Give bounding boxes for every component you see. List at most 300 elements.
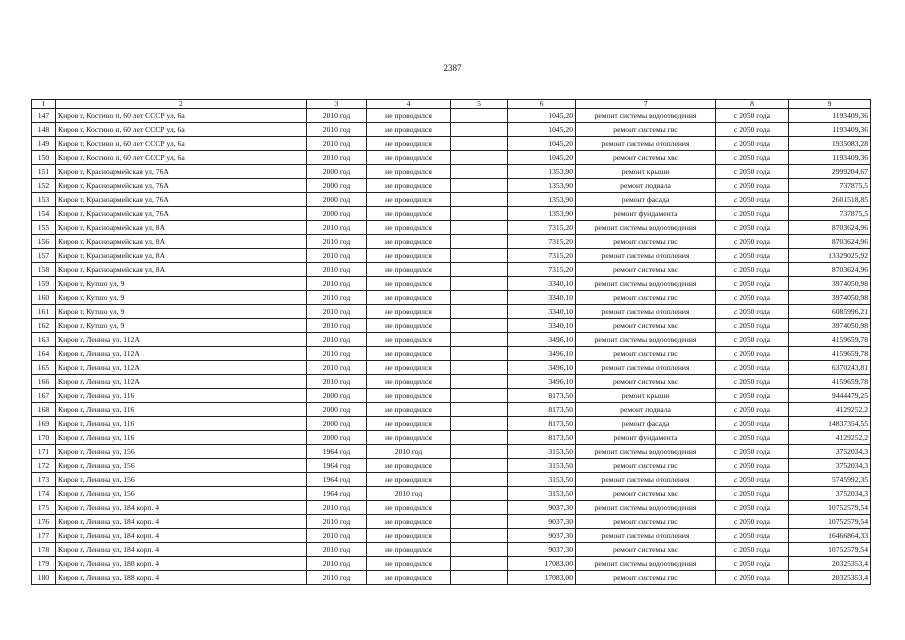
row-number: 158 (32, 263, 56, 277)
empty-cell (451, 515, 508, 529)
build-year-cell: 2000 год (307, 403, 367, 417)
build-year-cell: 1964 год (307, 487, 367, 501)
last-repair-cell: не проводился (367, 459, 451, 473)
deadline-cell: с 2050 года (716, 543, 789, 557)
table-row (32, 515, 871, 529)
work-type-cell: ремонт системы отопления (576, 249, 716, 263)
table-body (32, 100, 871, 585)
area-cell: 3496,10 (508, 361, 576, 375)
address-cell: Киров г, Костино п, 60 лет СССР ул, 6а (56, 123, 307, 137)
table-row (32, 487, 871, 501)
deadline-cell: с 2050 года (716, 123, 789, 137)
area-cell: 1045,20 (508, 123, 576, 137)
row-number: 179 (32, 557, 56, 571)
build-year-cell: 2010 год (307, 277, 367, 291)
cost-cell: 16466864,33 (789, 529, 871, 543)
deadline-cell: с 2050 года (716, 109, 789, 123)
last-repair-cell: не проводился (367, 557, 451, 571)
area-cell: 3340,10 (508, 319, 576, 333)
empty-cell (451, 277, 508, 291)
work-type-cell: ремонт системы хвс (576, 263, 716, 277)
area-cell: 3153,50 (508, 473, 576, 487)
table-row (32, 543, 871, 557)
area-cell: 1353,90 (508, 207, 576, 221)
area-cell: 1353,90 (508, 165, 576, 179)
work-type-cell: ремонт системы отопления (576, 305, 716, 319)
area-cell: 17083,00 (508, 571, 576, 585)
address-cell: Киров г, Ленина ул, 188 корп. 4 (56, 571, 307, 585)
build-year-cell: 2010 год (307, 375, 367, 389)
cost-cell: 9444479,25 (789, 389, 871, 403)
column-header: 4 (367, 100, 451, 109)
work-type-cell: ремонт подвала (576, 179, 716, 193)
build-year-cell: 2010 год (307, 123, 367, 137)
last-repair-cell: не проводился (367, 515, 451, 529)
cost-cell: 1193409,36 (789, 109, 871, 123)
work-type-cell: ремонт системы отопления (576, 473, 716, 487)
repair-schedule-table (31, 99, 871, 585)
area-cell: 9037,30 (508, 501, 576, 515)
deadline-cell: с 2050 года (716, 165, 789, 179)
empty-cell (451, 571, 508, 585)
cost-cell: 4129252,2 (789, 403, 871, 417)
deadline-cell: с 2050 года (716, 529, 789, 543)
cost-cell: 737875,5 (789, 179, 871, 193)
work-type-cell: ремонт системы хвс (576, 375, 716, 389)
deadline-cell: с 2050 года (716, 305, 789, 319)
work-type-cell: ремонт системы отопления (576, 361, 716, 375)
last-repair-cell: не проводился (367, 221, 451, 235)
table-row (32, 193, 871, 207)
row-number: 174 (32, 487, 56, 501)
empty-cell (451, 473, 508, 487)
empty-cell (451, 361, 508, 375)
row-number: 154 (32, 207, 56, 221)
row-number: 165 (32, 361, 56, 375)
cost-cell: 3752034,3 (789, 445, 871, 459)
deadline-cell: с 2050 года (716, 501, 789, 515)
last-repair-cell: не проводился (367, 543, 451, 557)
area-cell: 7315,20 (508, 221, 576, 235)
empty-cell (451, 347, 508, 361)
cost-cell: 10752579,54 (789, 515, 871, 529)
column-header: 9 (789, 100, 871, 109)
work-type-cell: ремонт системы гвс (576, 235, 716, 249)
cost-cell: 3752034,3 (789, 487, 871, 501)
empty-cell (451, 389, 508, 403)
deadline-cell: с 2050 года (716, 403, 789, 417)
address-cell: Киров г, Красноармейская ул, 8А (56, 235, 307, 249)
row-number: 167 (32, 389, 56, 403)
last-repair-cell: не проводился (367, 291, 451, 305)
area-cell: 3496,10 (508, 333, 576, 347)
row-number: 176 (32, 515, 56, 529)
build-year-cell: 2000 год (307, 207, 367, 221)
address-cell: Киров г, Костино п, 60 лет СССР ул, 6а (56, 109, 307, 123)
page-number: 2387 (443, 63, 462, 73)
last-repair-cell: 2010 год (367, 487, 451, 501)
address-cell: Киров г, Костино п, 60 лет СССР ул, 6а (56, 137, 307, 151)
deadline-cell: с 2050 года (716, 319, 789, 333)
address-cell: Киров г, Красноармейская ул, 8А (56, 249, 307, 263)
area-cell: 3340,10 (508, 291, 576, 305)
cost-cell: 6085996,21 (789, 305, 871, 319)
build-year-cell: 2010 год (307, 151, 367, 165)
cost-cell: 3974050,98 (789, 291, 871, 305)
work-type-cell: ремонт системы водоотведения (576, 109, 716, 123)
empty-cell (451, 221, 508, 235)
last-repair-cell: не проводился (367, 361, 451, 375)
cost-cell: 20325353,4 (789, 557, 871, 571)
row-number: 166 (32, 375, 56, 389)
deadline-cell: с 2050 года (716, 263, 789, 277)
row-number: 178 (32, 543, 56, 557)
address-cell: Киров г, Ленина ул, 112А (56, 375, 307, 389)
build-year-cell: 2000 год (307, 417, 367, 431)
empty-cell (451, 123, 508, 137)
cost-cell: 5745992,35 (789, 473, 871, 487)
address-cell: Киров г, Ленина ул, 184 корп. 4 (56, 501, 307, 515)
cost-cell: 737875,5 (789, 207, 871, 221)
address-cell: Киров г, Красноармейская ул, 8А (56, 263, 307, 277)
address-cell: Киров г, Кутшо ул, 9 (56, 291, 307, 305)
area-cell: 1045,20 (508, 151, 576, 165)
table-row (32, 571, 871, 585)
work-type-cell: ремонт системы гвс (576, 459, 716, 473)
table-row (32, 137, 871, 151)
empty-cell (451, 291, 508, 305)
cost-cell: 4159659,78 (789, 333, 871, 347)
build-year-cell: 2010 год (307, 501, 367, 515)
deadline-cell: с 2050 года (716, 557, 789, 571)
table-row (32, 375, 871, 389)
table-row (32, 557, 871, 571)
column-header: 1 (32, 100, 56, 109)
build-year-cell: 2010 год (307, 333, 367, 347)
build-year-cell: 2010 год (307, 347, 367, 361)
build-year-cell: 2010 год (307, 249, 367, 263)
address-cell: Киров г, Красноармейская ул, 8А (56, 221, 307, 235)
build-year-cell: 2010 год (307, 515, 367, 529)
build-year-cell: 2010 год (307, 319, 367, 333)
last-repair-cell: не проводился (367, 263, 451, 277)
work-type-cell: ремонт системы водоотведения (576, 333, 716, 347)
empty-cell (451, 151, 508, 165)
empty-cell (451, 333, 508, 347)
build-year-cell: 2010 год (307, 137, 367, 151)
empty-cell (451, 319, 508, 333)
work-type-cell: ремонт системы гвс (576, 291, 716, 305)
work-type-cell: ремонт системы хвс (576, 319, 716, 333)
deadline-cell: с 2050 года (716, 361, 789, 375)
empty-cell (451, 375, 508, 389)
row-number: 157 (32, 249, 56, 263)
table-row (32, 445, 871, 459)
cost-cell: 4159659,78 (789, 375, 871, 389)
empty-cell (451, 207, 508, 221)
area-cell: 3153,50 (508, 459, 576, 473)
last-repair-cell: не проводился (367, 319, 451, 333)
table-row (32, 123, 871, 137)
row-number: 147 (32, 109, 56, 123)
row-number: 148 (32, 123, 56, 137)
build-year-cell: 2010 год (307, 263, 367, 277)
address-cell: Киров г, Кутшо ул, 9 (56, 305, 307, 319)
last-repair-cell: не проводился (367, 109, 451, 123)
table-row (32, 347, 871, 361)
last-repair-cell: не проводился (367, 165, 451, 179)
table-row (32, 277, 871, 291)
last-repair-cell: не проводился (367, 431, 451, 445)
cost-cell: 13329025,92 (789, 249, 871, 263)
cost-cell: 8703624,96 (789, 235, 871, 249)
deadline-cell: с 2050 года (716, 179, 789, 193)
work-type-cell: ремонт системы водоотведения (576, 277, 716, 291)
empty-cell (451, 193, 508, 207)
deadline-cell: с 2050 года (716, 417, 789, 431)
row-number: 162 (32, 319, 56, 333)
last-repair-cell: не проводился (367, 389, 451, 403)
table-row (32, 431, 871, 445)
empty-cell (451, 165, 508, 179)
work-type-cell: ремонт системы водоотведения (576, 557, 716, 571)
area-cell: 3340,10 (508, 277, 576, 291)
row-number: 161 (32, 305, 56, 319)
address-cell: Киров г, Ленина ул, 112А (56, 347, 307, 361)
empty-cell (451, 137, 508, 151)
work-type-cell: ремонт системы водоотведения (576, 445, 716, 459)
address-cell: Киров г, Ленина ул, 156 (56, 459, 307, 473)
table-row (32, 501, 871, 515)
address-cell: Киров г, Ленина ул, 156 (56, 473, 307, 487)
row-number: 156 (32, 235, 56, 249)
address-cell: Киров г, Ленина ул, 184 корп. 4 (56, 529, 307, 543)
deadline-cell: с 2050 года (716, 389, 789, 403)
row-number: 150 (32, 151, 56, 165)
build-year-cell: 2010 год (307, 543, 367, 557)
cost-cell: 10752579,54 (789, 501, 871, 515)
work-type-cell: ремонт системы водоотведения (576, 501, 716, 515)
build-year-cell: 2010 год (307, 571, 367, 585)
cost-cell: 3974050,98 (789, 319, 871, 333)
table-row (32, 151, 871, 165)
work-type-cell: ремонт системы хвс (576, 543, 716, 557)
build-year-cell: 2010 год (307, 557, 367, 571)
cost-cell: 4159659,78 (789, 347, 871, 361)
build-year-cell: 1964 год (307, 445, 367, 459)
cost-cell: 3974050,98 (789, 277, 871, 291)
table-row (32, 235, 871, 249)
build-year-cell: 1964 год (307, 473, 367, 487)
deadline-cell: с 2050 года (716, 487, 789, 501)
cost-cell: 20325353,4 (789, 571, 871, 585)
row-number: 153 (32, 193, 56, 207)
deadline-cell: с 2050 года (716, 207, 789, 221)
area-cell: 3496,10 (508, 347, 576, 361)
deadline-cell: с 2050 года (716, 515, 789, 529)
address-cell: Киров г, Ленина ул, 112А (56, 333, 307, 347)
address-cell: Киров г, Красноармейская ул, 76А (56, 193, 307, 207)
row-number: 175 (32, 501, 56, 515)
cost-cell: 6370243,81 (789, 361, 871, 375)
row-number: 164 (32, 347, 56, 361)
column-header: 6 (508, 100, 576, 109)
table-row (32, 459, 871, 473)
work-type-cell: ремонт крыши (576, 165, 716, 179)
address-cell: Киров г, Ленина ул, 156 (56, 487, 307, 501)
deadline-cell: с 2050 года (716, 347, 789, 361)
table-row (32, 473, 871, 487)
build-year-cell: 2000 год (307, 389, 367, 403)
deadline-cell: с 2050 года (716, 277, 789, 291)
area-cell: 8173,50 (508, 403, 576, 417)
address-cell: Киров г, Ленина ул, 116 (56, 417, 307, 431)
deadline-cell: с 2050 года (716, 193, 789, 207)
empty-cell (451, 431, 508, 445)
empty-cell (451, 235, 508, 249)
last-repair-cell: не проводился (367, 403, 451, 417)
empty-cell (451, 445, 508, 459)
last-repair-cell: не проводился (367, 151, 451, 165)
last-repair-cell: не проводился (367, 375, 451, 389)
area-cell: 9037,30 (508, 543, 576, 557)
table-row (32, 389, 871, 403)
table-row (32, 417, 871, 431)
build-year-cell: 2010 год (307, 235, 367, 249)
area-cell: 8173,50 (508, 417, 576, 431)
address-cell: Киров г, Красноармейская ул, 76А (56, 179, 307, 193)
cost-cell: 1193409,36 (789, 123, 871, 137)
work-type-cell: ремонт системы гвс (576, 123, 716, 137)
empty-cell (451, 109, 508, 123)
address-cell: Киров г, Ленина ул, 116 (56, 403, 307, 417)
row-number: 160 (32, 291, 56, 305)
area-cell: 1045,20 (508, 109, 576, 123)
address-cell: Киров г, Кутшо ул, 9 (56, 319, 307, 333)
table-row (32, 221, 871, 235)
row-number: 163 (32, 333, 56, 347)
address-cell: Киров г, Кутшо ул, 9 (56, 277, 307, 291)
deadline-cell: с 2050 года (716, 459, 789, 473)
table-row (32, 403, 871, 417)
last-repair-cell: не проводился (367, 179, 451, 193)
row-number: 159 (32, 277, 56, 291)
address-cell: Киров г, Костино п, 60 лет СССР ул, 6а (56, 151, 307, 165)
area-cell: 7315,20 (508, 235, 576, 249)
work-type-cell: ремонт системы отопления (576, 137, 716, 151)
deadline-cell: с 2050 года (716, 137, 789, 151)
table-row (32, 165, 871, 179)
last-repair-cell: не проводился (367, 571, 451, 585)
cost-cell: 8703624,96 (789, 221, 871, 235)
empty-cell (451, 529, 508, 543)
build-year-cell: 2000 год (307, 431, 367, 445)
deadline-cell: с 2050 года (716, 291, 789, 305)
table-header-row (32, 100, 871, 109)
empty-cell (451, 263, 508, 277)
row-number: 168 (32, 403, 56, 417)
area-cell: 1353,90 (508, 179, 576, 193)
column-header: 3 (307, 100, 367, 109)
build-year-cell: 2010 год (307, 361, 367, 375)
empty-cell (451, 249, 508, 263)
table-row (32, 179, 871, 193)
deadline-cell: с 2050 года (716, 445, 789, 459)
work-type-cell: ремонт системы хвс (576, 487, 716, 501)
build-year-cell: 2000 год (307, 193, 367, 207)
last-repair-cell: не проводился (367, 501, 451, 515)
table-row (32, 319, 871, 333)
table-row (32, 291, 871, 305)
deadline-cell: с 2050 года (716, 375, 789, 389)
cost-cell: 3752034,3 (789, 459, 871, 473)
row-number: 152 (32, 179, 56, 193)
column-header: 7 (576, 100, 716, 109)
build-year-cell: 2010 год (307, 221, 367, 235)
work-type-cell: ремонт системы гвс (576, 347, 716, 361)
area-cell: 9037,30 (508, 515, 576, 529)
cost-cell: 2601518,85 (789, 193, 871, 207)
last-repair-cell: не проводился (367, 137, 451, 151)
column-header: 2 (56, 100, 307, 109)
last-repair-cell: не проводился (367, 249, 451, 263)
last-repair-cell: не проводился (367, 277, 451, 291)
build-year-cell: 1964 год (307, 459, 367, 473)
row-number: 170 (32, 431, 56, 445)
build-year-cell: 2010 год (307, 305, 367, 319)
last-repair-cell: не проводился (367, 235, 451, 249)
empty-cell (451, 543, 508, 557)
deadline-cell: с 2050 года (716, 235, 789, 249)
last-repair-cell: не проводился (367, 347, 451, 361)
deadline-cell: с 2050 года (716, 473, 789, 487)
last-repair-cell: не проводился (367, 529, 451, 543)
empty-cell (451, 403, 508, 417)
empty-cell (451, 179, 508, 193)
build-year-cell: 2000 год (307, 179, 367, 193)
last-repair-cell: не проводился (367, 305, 451, 319)
empty-cell (451, 305, 508, 319)
last-repair-cell: не проводился (367, 473, 451, 487)
area-cell: 7315,20 (508, 249, 576, 263)
address-cell: Киров г, Ленина ул, 184 корп. 4 (56, 515, 307, 529)
table-row (32, 529, 871, 543)
work-type-cell: ремонт системы отопления (576, 529, 716, 543)
row-number: 177 (32, 529, 56, 543)
address-cell: Киров г, Ленина ул, 184 корп. 4 (56, 543, 307, 557)
address-cell: Киров г, Красноармейская ул, 76А (56, 207, 307, 221)
area-cell: 17083,00 (508, 557, 576, 571)
row-number: 155 (32, 221, 56, 235)
work-type-cell: ремонт системы хвс (576, 151, 716, 165)
build-year-cell: 2000 год (307, 165, 367, 179)
cost-cell: 1935083,28 (789, 137, 871, 151)
area-cell: 7315,20 (508, 263, 576, 277)
work-type-cell: ремонт фасада (576, 193, 716, 207)
area-cell: 3496,10 (508, 375, 576, 389)
area-cell: 8173,50 (508, 431, 576, 445)
address-cell: Киров г, Ленина ул, 156 (56, 445, 307, 459)
cost-cell: 8703624,96 (789, 263, 871, 277)
work-type-cell: ремонт системы водоотведения (576, 221, 716, 235)
table-row (32, 305, 871, 319)
row-number: 151 (32, 165, 56, 179)
work-type-cell: ремонт системы гвс (576, 515, 716, 529)
empty-cell (451, 557, 508, 571)
last-repair-cell: не проводился (367, 417, 451, 431)
build-year-cell: 2010 год (307, 291, 367, 305)
area-cell: 3153,50 (508, 487, 576, 501)
